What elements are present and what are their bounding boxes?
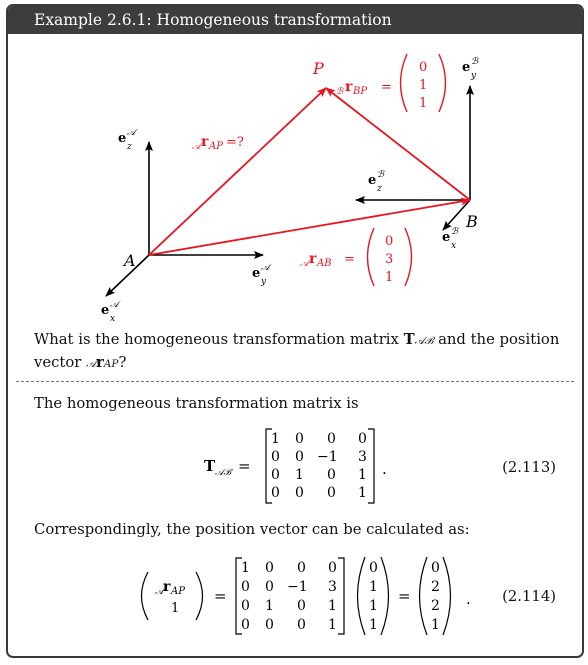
label-eAx [101,300,121,324]
svg-text:e: e [442,230,451,245]
svg-text:=?: =? [226,135,244,150]
svg-text:2: 2 [431,598,440,614]
label-BrBP [336,54,446,112]
equation-2-113 [8,426,582,506]
svg-text:1: 1 [419,78,428,93]
svg-text:0: 0 [295,431,304,447]
svg-text:0: 0 [358,431,367,447]
svg-text:𝒜ℬ: 𝒜ℬ [215,468,232,478]
svg-text:1: 1 [295,467,304,483]
svg-text:𝒜: 𝒜 [261,263,270,273]
svg-text:=: = [238,457,251,475]
svg-text:e: e [252,266,261,281]
point-P-label: P [313,59,324,78]
svg-text:ℬ: ℬ [471,57,479,67]
svg-text:z: z [127,142,132,152]
svg-text:0: 0 [297,598,306,614]
svg-text:0: 0 [265,560,274,576]
vec-out-cells [431,560,440,633]
frames-diagram [8,34,582,329]
svg-text:0: 0 [385,234,394,249]
answer-correspondingly: Correspondingly, the position vector can be calculated as: [34,521,470,538]
svg-text:1: 1 [369,598,378,614]
svg-text:𝒜: 𝒜 [155,587,164,597]
svg-text:0: 0 [295,485,304,501]
svg-text:0: 0 [327,467,336,483]
question-text: What is the homogeneous transformation matrix T𝒜ℬ and the position vector 𝒜rAP? [34,331,560,371]
label-ArAP [192,134,244,152]
svg-text:e: e [368,173,377,188]
svg-text:=: = [214,587,227,605]
svg-text:0: 0 [419,60,428,75]
example-title: Example 2.6.1: Homogeneous transformation [8,6,582,34]
vector-AB [149,200,470,255]
svg-text:e: e [118,131,127,146]
example-box [6,4,584,658]
svg-text:0: 0 [327,485,336,501]
svg-text:AP: AP [171,586,185,597]
svg-text:1: 1 [328,598,337,614]
svg-text:=: = [398,587,411,605]
svg-text:y: y [471,71,477,81]
svg-text:0: 0 [297,617,306,633]
svg-text:.: . [382,460,387,478]
svg-text:e: e [101,303,110,318]
label-eBy [462,57,479,81]
eq-number-2-113: (2.113) [502,459,556,476]
svg-text:0: 0 [328,560,337,576]
svg-text:x: x [110,314,116,324]
svg-text:0: 0 [241,579,250,595]
eq-number-2-114: (2.114) [502,588,556,605]
svg-text:AB: AB [317,258,332,269]
svg-text:0: 0 [295,449,304,465]
svg-text:0: 0 [297,560,306,576]
svg-text:3: 3 [328,579,337,595]
svg-text:r: r [309,251,317,267]
svg-text:0: 0 [271,449,280,465]
svg-text:r: r [163,579,171,595]
svg-text:1: 1 [369,579,378,595]
svg-text:0: 0 [241,598,250,614]
svg-text:2: 2 [431,579,440,595]
svg-text:0: 0 [265,617,274,633]
vec-in-cells [369,560,378,633]
svg-text:𝒜: 𝒜 [192,142,201,152]
svg-text:y: y [261,277,267,287]
svg-text:0: 0 [271,467,280,483]
svg-text:=: = [344,252,355,267]
solution-divider [16,381,574,382]
svg-text:x: x [451,241,457,251]
svg-text:3: 3 [358,449,367,465]
svg-text:−1: −1 [287,579,308,595]
svg-text:1: 1 [328,617,337,633]
label-eAz [118,128,138,152]
svg-text:0: 0 [369,560,378,576]
svg-text:0: 0 [271,485,280,501]
svg-text:1: 1 [171,601,180,616]
svg-text:1: 1 [241,560,250,576]
svg-text:T: T [204,457,216,475]
svg-text:0: 0 [241,617,250,633]
svg-text:𝒜: 𝒜 [110,300,119,310]
svg-text:ℬ: ℬ [336,87,344,97]
label-eBx [442,227,459,251]
svg-text:−1: −1 [317,449,338,465]
svg-text:1: 1 [385,270,394,285]
svg-text:3: 3 [385,252,394,267]
svg-text:0: 0 [265,579,274,595]
T-matrix-cells [271,431,367,501]
svg-text:ℬ: ℬ [451,227,459,237]
answer-intro: The homogeneous transformation matrix is [34,395,359,412]
svg-text:BP: BP [353,86,368,97]
label-eAy [252,263,272,287]
svg-text:ℬ: ℬ [377,170,385,180]
svg-text:1: 1 [419,96,428,111]
svg-text:1: 1 [431,617,440,633]
svg-text:1: 1 [271,431,280,447]
svg-text:𝒜: 𝒜 [127,128,136,138]
label-eBz [368,170,385,194]
vector-BP [326,88,470,200]
T-matrix-cells-2 [241,560,337,633]
svg-text:1: 1 [369,617,378,633]
svg-text:e: e [462,60,471,75]
equation-2-114 [8,554,582,640]
frame-B-label: B [466,212,478,231]
svg-text:1: 1 [358,485,367,501]
frame-A-label: A [124,251,136,270]
svg-text:.: . [466,590,471,608]
svg-text:0: 0 [327,431,336,447]
svg-text:1: 1 [358,467,367,483]
svg-text:z: z [377,184,382,194]
label-ArAB [300,228,412,286]
svg-text:=: = [381,80,392,95]
svg-text:r: r [345,79,353,95]
svg-text:0: 0 [431,560,440,576]
svg-text:𝒜: 𝒜 [300,259,309,269]
svg-text:1: 1 [265,598,274,614]
svg-text:r: r [201,134,209,150]
svg-text:AP: AP [209,141,223,152]
